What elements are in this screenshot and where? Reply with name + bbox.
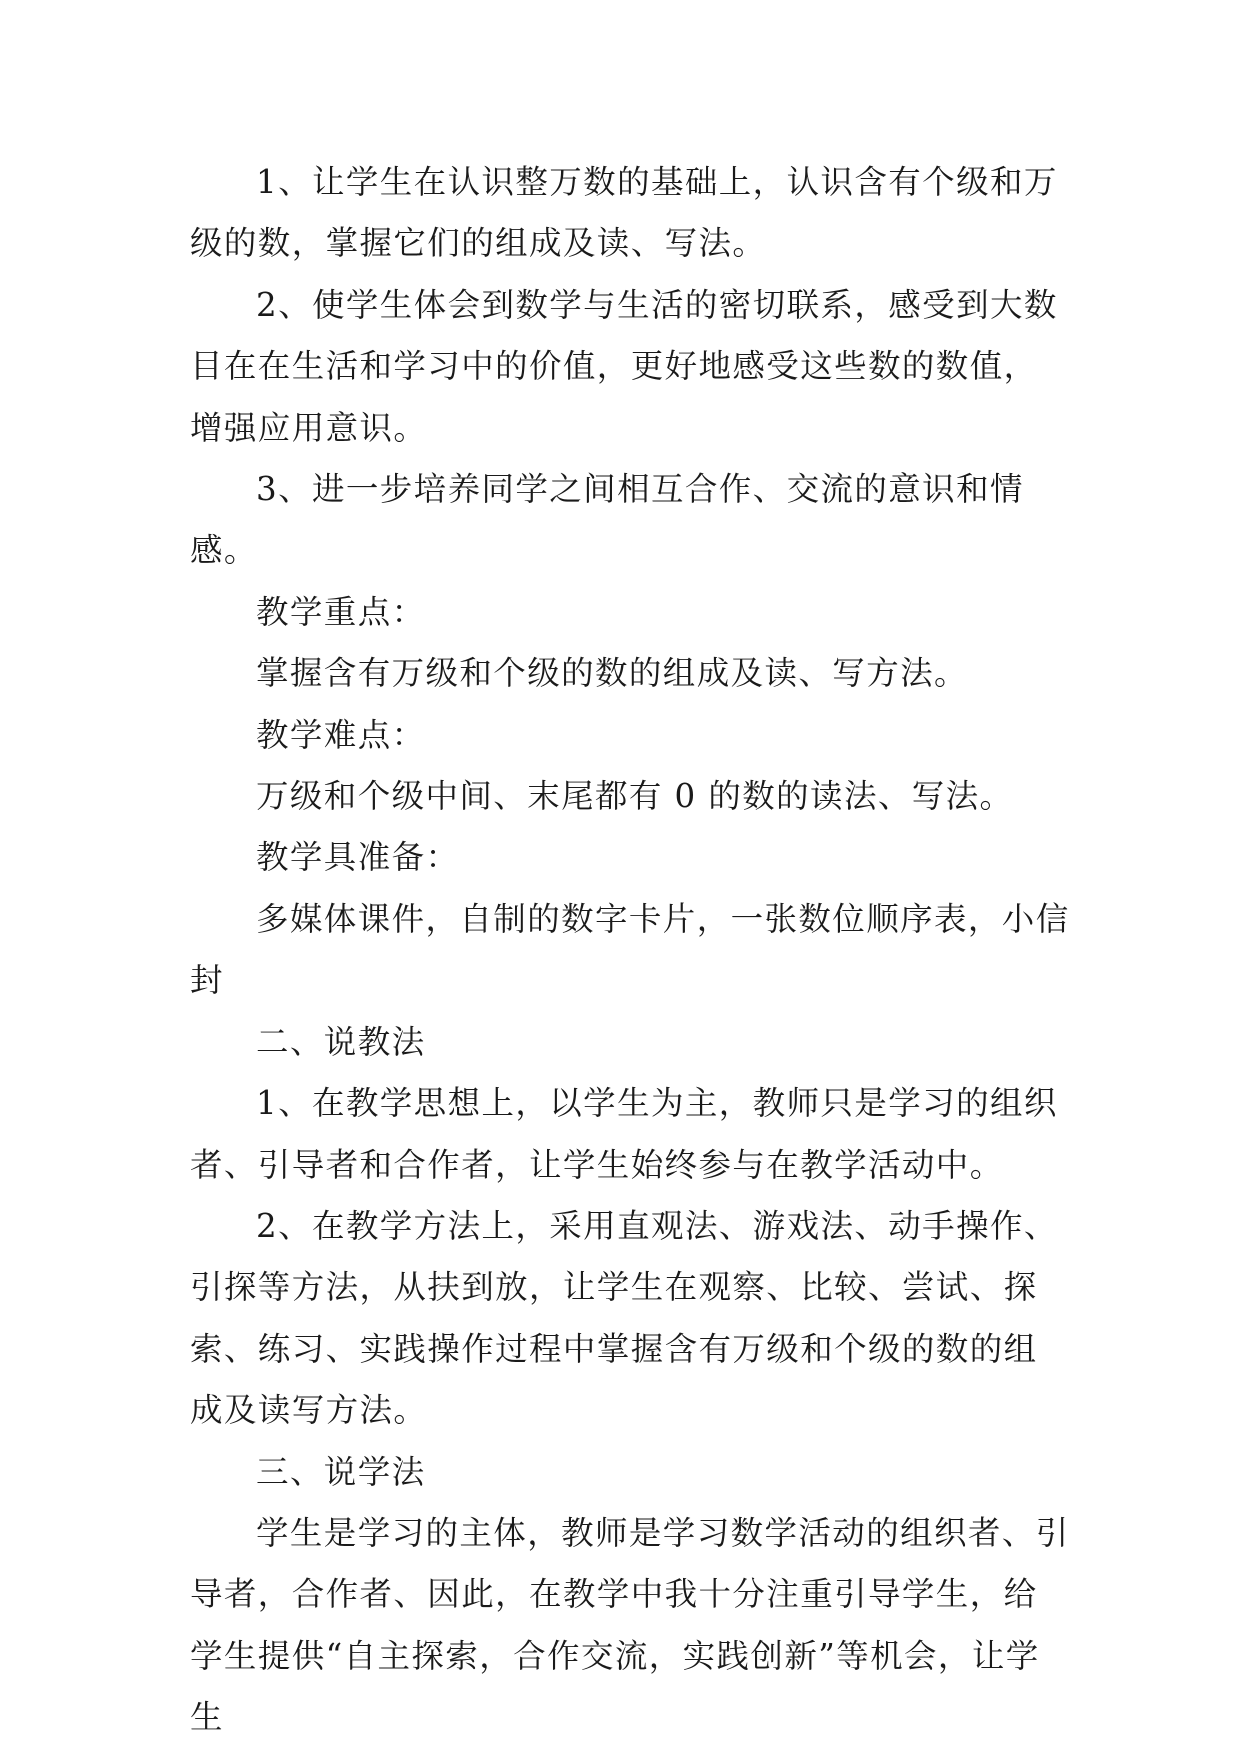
paragraph-key-points: 掌握含有万级和个级的数的组成及读、写方法。 [256,654,968,693]
paragraph-goal-3: 3、进一步培养同学之间相互合作、交流的意识和情感。 [190,470,1024,570]
paragraph-method-2: 2、在教学方法上，采用直观法、游戏法、动手操作、引探等方法，从扶到放，让学生在观察、比较、尝试、探索、练习、实践操作过程中掌握含有万级和个级的数的组成及读写方法。 [190,1206,1058,1430]
paragraph-materials: 多媒体课件，自制的数字卡片，一张数位顺序表，小信封 [190,899,1070,1000]
document-body [190,152,1070,1749]
paragraph-difficulties: 万级和个级中间、末尾都有 0 的数的读法、写法。 [256,777,1014,816]
heading-key-points: 教学重点： [256,592,426,631]
paragraph-goal-1: 1、让学生在认识整万数的基础上，认识含有个级和万级的数，掌握它们的组成及读、写法。 [190,163,1058,263]
heading-learning-method: 三、说学法 [256,1452,426,1491]
heading-teaching-method: 二、说教法 [256,1022,426,1061]
heading-difficulties: 教学难点： [256,715,426,754]
paragraph-learning-method: 学生是学习的主体，教师是学习数学活动的组织者、引导者，合作者、因此，在教学中我十分注重引导学生，给学生提供“自主探索，合作交流，实践创新”等机会，让学生 [190,1513,1070,1737]
heading-materials: 教学具准备： [256,838,460,877]
paragraph-goal-2: 2、使学生体会到数学与生活的密切联系，感受到大数目在在生活和学习中的价值，更好地感受这些数的数值，增强应用意识。 [190,285,1058,447]
paragraph-method-1: 1、在教学思想上，以学生为主，教师只是学习的组织者、引导者和合作者，让学生始终参与在教学活动中。 [190,1084,1058,1184]
